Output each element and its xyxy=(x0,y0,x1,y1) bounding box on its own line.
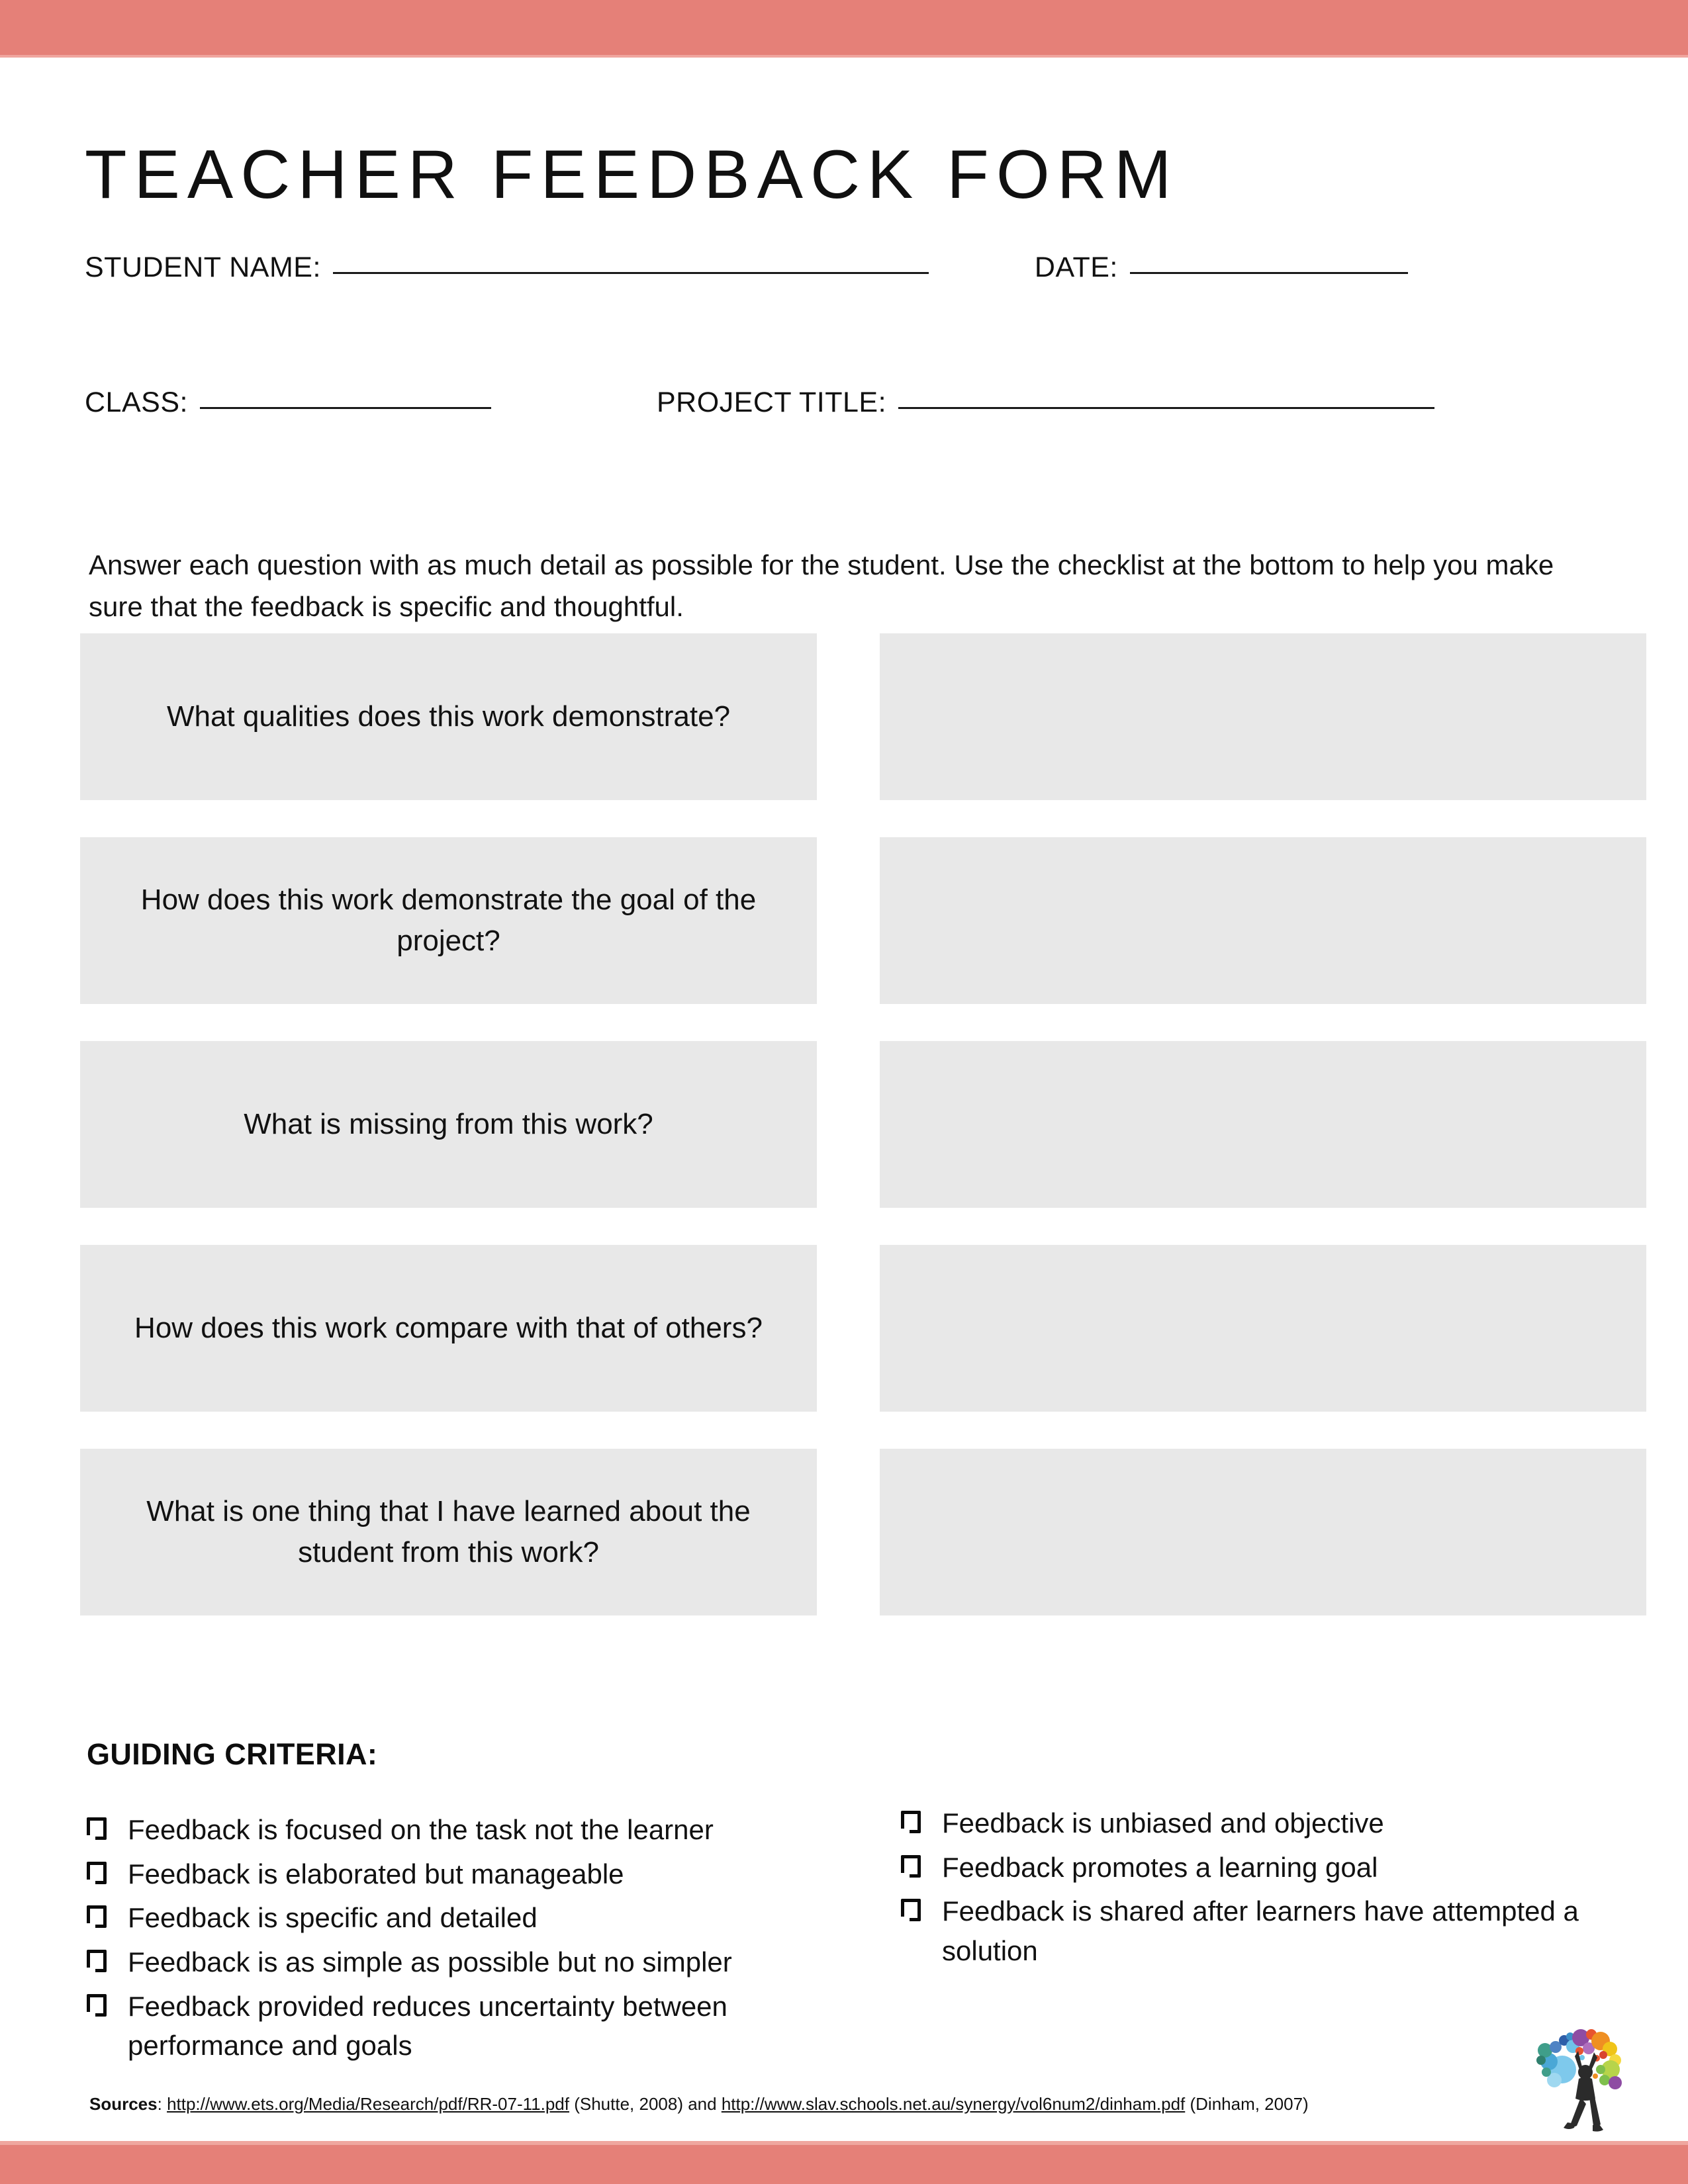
question-grid xyxy=(80,633,1646,1653)
criteria-item[interactable] xyxy=(87,1898,868,1938)
field-project-title xyxy=(657,387,1434,419)
checkbox-icon[interactable] xyxy=(901,1855,921,1878)
form-fields-row-2 xyxy=(85,387,1607,419)
source-link-1[interactable]: http://www.ets.org/Media/Research/pdf/RR-07-11.pdf xyxy=(167,2094,569,2114)
criteria-item-label: Feedback is elaborated but manageable xyxy=(128,1858,624,1889)
answer-box-1[interactable] xyxy=(880,633,1646,800)
sources-line xyxy=(89,2093,1506,2116)
guiding-criteria-heading: GUIDING CRITERIA: xyxy=(87,1737,378,1771)
criteria-item[interactable] xyxy=(901,1848,1642,1888)
page-title: TEACHER FEEDBACK FORM xyxy=(85,136,1179,213)
top-accent-bar xyxy=(0,0,1688,55)
answer-box-4[interactable] xyxy=(880,1245,1646,1412)
criteria-item[interactable] xyxy=(87,1810,868,1850)
answer-box-5[interactable] xyxy=(880,1449,1646,1615)
field-label-date: DATE: xyxy=(1034,251,1118,283)
sources-label-suffix: : xyxy=(157,2094,167,2114)
question-prompt-text: What is one thing that I have learned about the student from this work? xyxy=(146,1494,751,1569)
question-row xyxy=(80,1449,1646,1626)
criteria-item-label: Feedback is as simple as possible but no simpler xyxy=(128,1946,732,1978)
criteria-item[interactable] xyxy=(87,1854,868,1894)
criteria-column-right xyxy=(901,1803,1642,1976)
celebrating-figure-logo xyxy=(1523,2028,1642,2134)
form-fields-row-1 xyxy=(85,251,1607,284)
sources-label: Sources xyxy=(89,2094,158,2114)
criteria-item[interactable] xyxy=(901,1891,1642,1970)
bottom-accent-bar xyxy=(0,2145,1688,2184)
checkbox-icon[interactable] xyxy=(87,1950,107,1972)
question-prompt-text: What qualities does this work demonstrate? xyxy=(166,700,731,733)
field-student-name xyxy=(85,251,929,284)
criteria-item[interactable] xyxy=(87,1942,868,1982)
criteria-item-label: Feedback is specific and detailed xyxy=(128,1902,538,1934)
field-label-student-name: STUDENT NAME: xyxy=(85,251,321,283)
answer-box-2[interactable] xyxy=(880,837,1646,1004)
question-prompt-3 xyxy=(80,1041,817,1208)
top-accent-bar-edge xyxy=(0,55,1688,58)
question-prompt-2 xyxy=(80,837,817,1004)
criteria-item[interactable] xyxy=(87,1987,868,2066)
checkbox-icon[interactable] xyxy=(87,1905,107,1928)
field-label-class: CLASS: xyxy=(85,387,188,418)
field-date xyxy=(1035,251,1408,284)
field-input-student-name[interactable] xyxy=(333,271,929,274)
checkbox-icon[interactable] xyxy=(87,1862,107,1884)
criteria-item-label: Feedback promotes a learning goal xyxy=(942,1851,1378,1883)
question-prompt-5 xyxy=(80,1449,817,1615)
source-citation-2: (Dinham, 2007) xyxy=(1185,2094,1309,2114)
checkbox-icon[interactable] xyxy=(901,1811,921,1833)
question-prompt-1 xyxy=(80,633,817,800)
question-row xyxy=(80,633,1646,811)
field-class xyxy=(85,387,491,419)
field-label-project-title: PROJECT TITLE: xyxy=(656,387,887,418)
question-prompt-text: What is missing from this work? xyxy=(244,1107,653,1140)
source-citation-1: (Shutte, 2008) and xyxy=(569,2094,722,2114)
criteria-item[interactable] xyxy=(901,1803,1642,1843)
criteria-item-label: Feedback is focused on the task not the learner xyxy=(128,1814,714,1845)
criteria-item-label: Feedback provided reduces uncertainty between performance and goals xyxy=(128,1990,727,2062)
criteria-item-label: Feedback is unbiased and objective xyxy=(942,1807,1384,1839)
answer-box-3[interactable] xyxy=(880,1041,1646,1208)
question-prompt-text: How does this work compare with that of others? xyxy=(134,1311,763,1344)
field-input-class[interactable] xyxy=(200,406,491,409)
criteria-column-left xyxy=(87,1810,868,2070)
field-input-project-title[interactable] xyxy=(898,406,1434,409)
checkbox-icon[interactable] xyxy=(901,1899,921,1921)
question-row xyxy=(80,1245,1646,1422)
checkbox-icon[interactable] xyxy=(87,1994,107,2017)
checkbox-icon[interactable] xyxy=(87,1817,107,1840)
question-row xyxy=(80,1041,1646,1218)
question-row xyxy=(80,837,1646,1015)
instructions-paragraph: Answer each question with as much detail as possible for the student. Use the checklist at the bottom to help you make sure that the feedback is specific and thoughtful. xyxy=(89,549,1554,622)
question-prompt-4 xyxy=(80,1245,817,1412)
criteria-item-label: Feedback is shared after learners have attempted a solution xyxy=(942,1895,1579,1966)
field-input-date[interactable] xyxy=(1130,271,1408,274)
question-prompt-text: How does this work demonstrate the goal of the project? xyxy=(140,883,757,957)
source-link-2[interactable]: http://www.slav.schools.net.au/synergy/vol6num2/dinham.pdf xyxy=(721,2094,1186,2114)
